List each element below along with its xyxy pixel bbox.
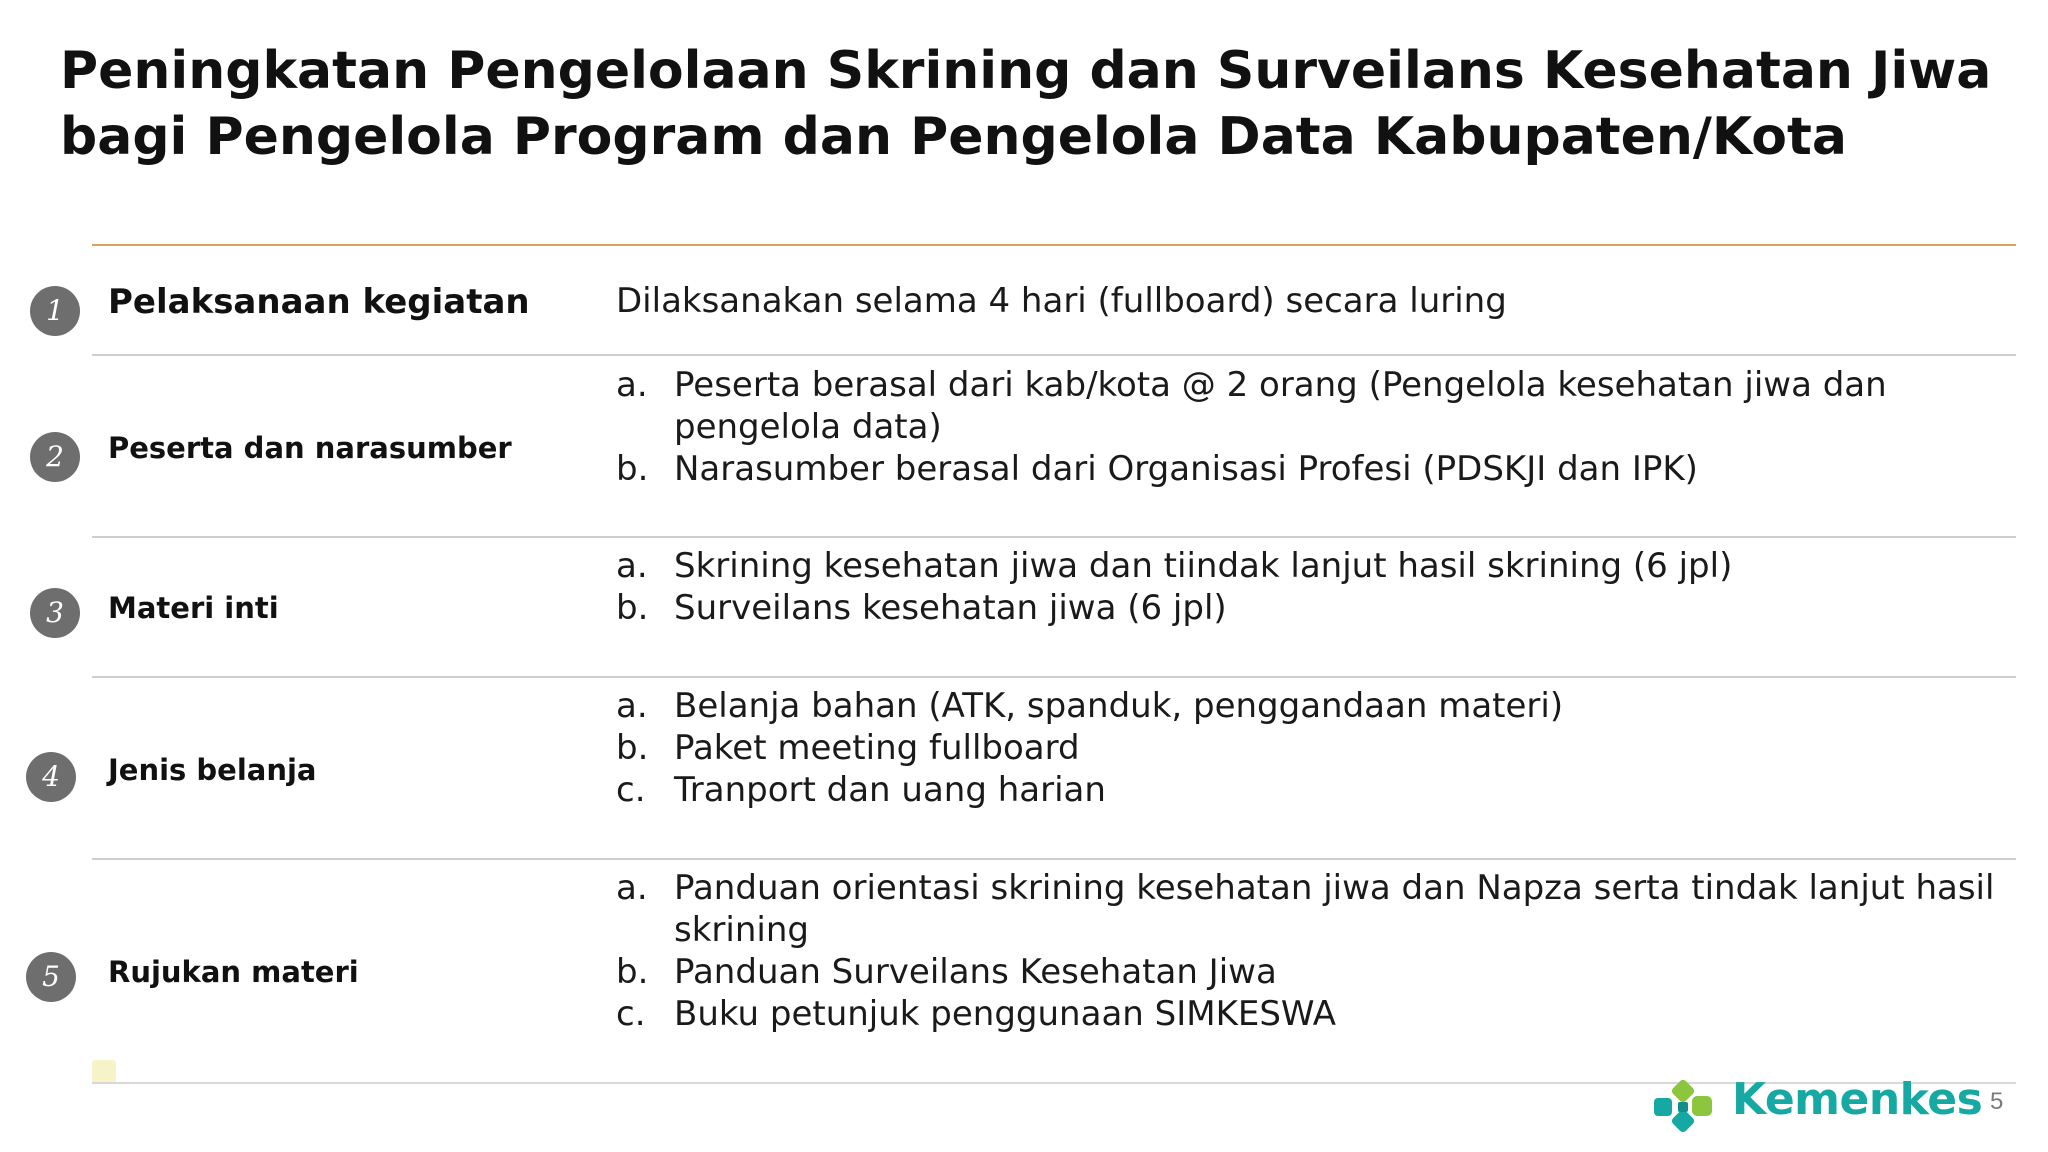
- slide-marker-square: [92, 1060, 116, 1084]
- title-line-1: Peningkatan Pengelolaan Skrining dan Surveilans Kesehatan Jiwa: [60, 41, 1992, 101]
- list-item: [616, 951, 1996, 993]
- list-marker: a.: [616, 686, 648, 726]
- row-number-badge: 4: [26, 752, 76, 802]
- list-item-text: Panduan Surveilans Kesehatan Jiwa: [674, 952, 1277, 992]
- row-divider: [92, 536, 2016, 538]
- list-marker: b.: [616, 952, 649, 992]
- list-marker: b.: [616, 728, 649, 768]
- row-number-badge: 3: [30, 588, 80, 638]
- list-marker: a.: [616, 365, 648, 405]
- row-number-badge: 2: [30, 432, 80, 482]
- list-item: [616, 545, 1996, 587]
- list-marker: b.: [616, 449, 649, 489]
- list-marker: b.: [616, 588, 649, 628]
- row-label: Peserta dan narasumber: [108, 431, 512, 465]
- row-label: Materi inti: [108, 591, 279, 625]
- list-item: [616, 727, 1996, 769]
- list-item-text: Skrining kesehatan jiwa dan tiindak lanjut hasil skrining (6 jpl): [674, 546, 1733, 586]
- list-item: [616, 867, 1996, 951]
- row-item-list: [616, 364, 1996, 490]
- row-item-list: [616, 685, 1996, 811]
- list-item: [616, 769, 1996, 811]
- list-item-text: Tranport dan uang harian: [674, 770, 1106, 810]
- page-number: 5: [1990, 1088, 2004, 1115]
- footer-divider: [92, 1082, 2016, 1084]
- row-label: Pelaksanaan kegiatan: [108, 282, 530, 322]
- brand-name: Kemenkes: [1732, 1074, 1983, 1125]
- row-item-list: [616, 867, 1996, 1035]
- list-item: [616, 993, 1996, 1035]
- list-marker: a.: [616, 868, 648, 908]
- page-title: [60, 38, 2000, 170]
- list-item: [616, 685, 1996, 727]
- kemenkes-logo-icon: [1652, 1076, 1718, 1136]
- row-number-badge: 1: [30, 286, 80, 336]
- row-divider: [92, 676, 2016, 678]
- row-label: Jenis belanja: [108, 753, 317, 787]
- list-item-text: Buku petunjuk penggunaan SIMKESWA: [674, 994, 1336, 1034]
- list-marker: c.: [616, 770, 646, 810]
- list-marker: c.: [616, 994, 646, 1034]
- row-divider: [92, 354, 2016, 356]
- row-text: Dilaksanakan selama 4 hari (fullboard) secara luring: [616, 281, 1507, 321]
- list-marker: a.: [616, 546, 648, 586]
- row-divider: [92, 858, 2016, 860]
- title-line-2: bagi Pengelola Program dan Pengelola Data Kabupaten/Kota: [60, 107, 1847, 167]
- list-item-text: Surveilans kesehatan jiwa (6 jpl): [674, 588, 1227, 628]
- list-item-text: Panduan orientasi skrining kesehatan jiwa dan Napza serta tindak lanjut hasil skrining: [674, 868, 1995, 950]
- list-item: [616, 587, 1996, 629]
- row-item-list: [616, 545, 1996, 629]
- list-item-text: Narasumber berasal dari Organisasi Profesi (PDSKJI dan IPK): [674, 449, 1698, 489]
- list-item: [616, 448, 1996, 490]
- list-item: [616, 364, 1996, 448]
- row-number-badge: 5: [26, 952, 76, 1002]
- header-divider: [92, 244, 2016, 246]
- list-item-text: Paket meeting fullboard: [674, 728, 1080, 768]
- list-item-text: Belanja bahan (ATK, spanduk, penggandaan materi): [674, 686, 1564, 726]
- list-item-text: Peserta berasal dari kab/kota @ 2 orang (Pengelola kesehatan jiwa dan pengelola data): [674, 365, 1887, 447]
- row-label: Rujukan materi: [108, 955, 359, 989]
